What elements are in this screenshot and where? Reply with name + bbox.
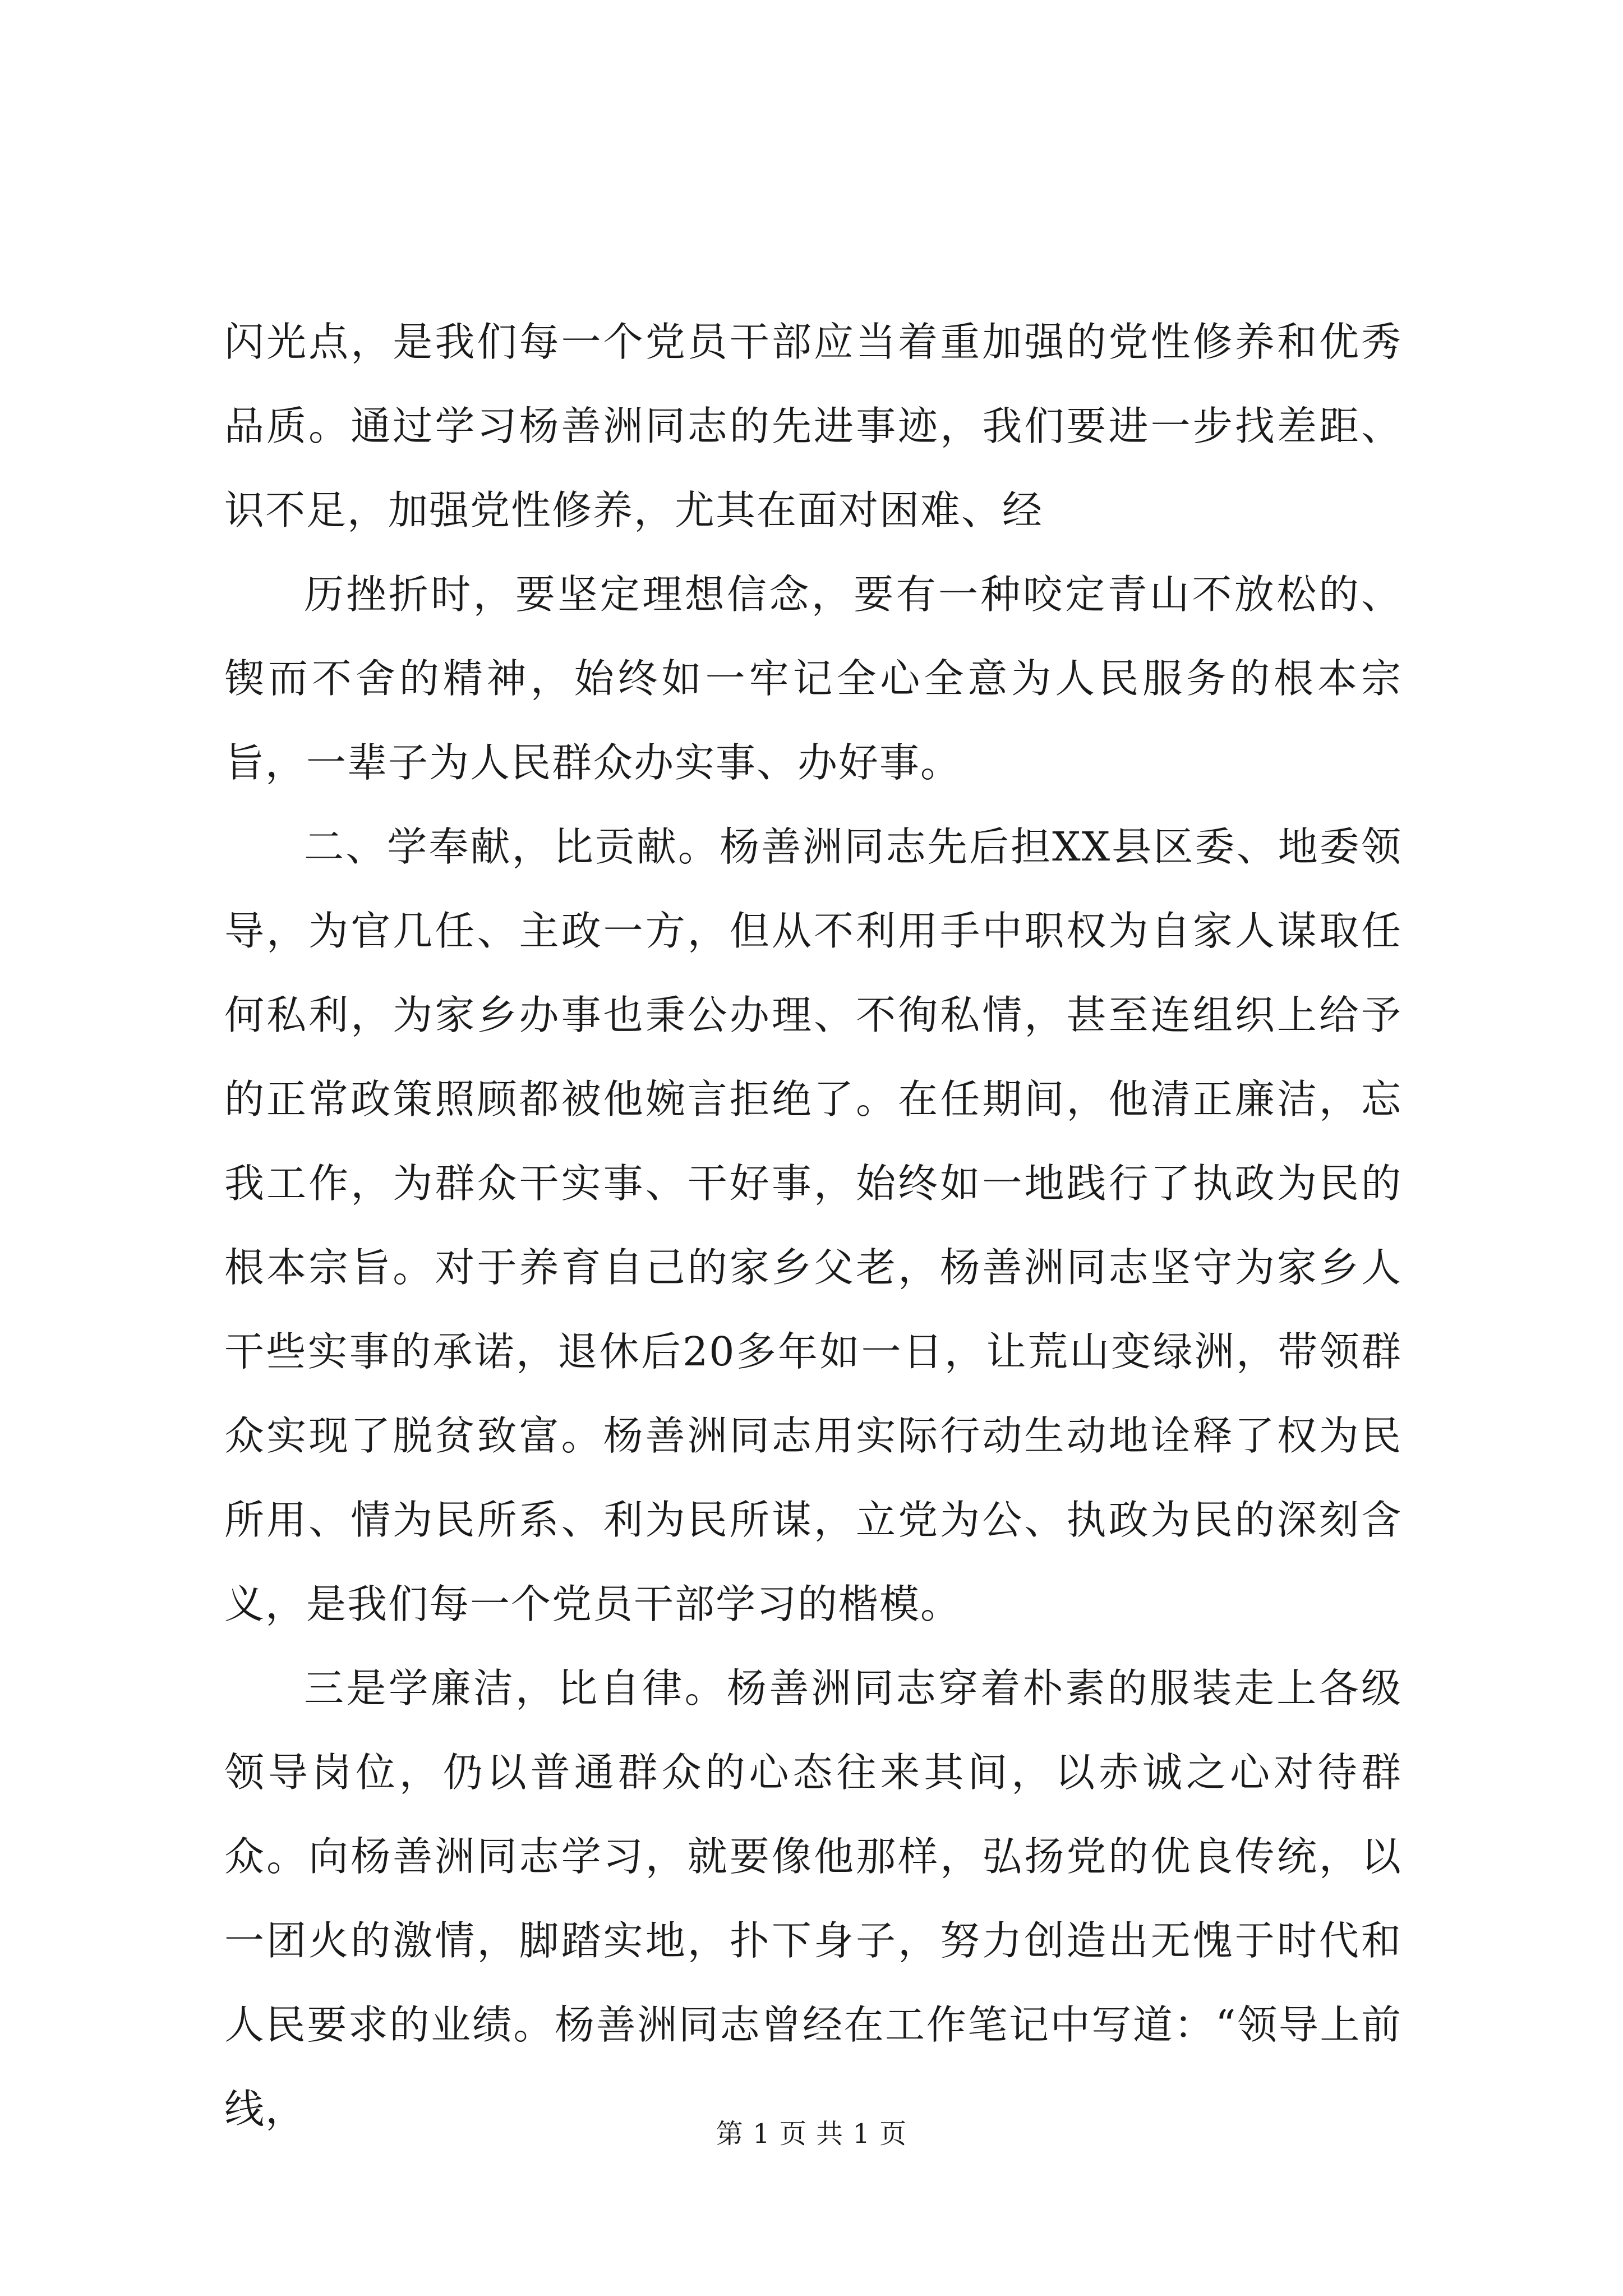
paragraph: 三是学廉洁，比自律。杨善洲同志穿着朴素的服装走上各级领导岗位，仍以普通群众的心态往来其间，以赤诚之心对待群众。向杨善洲同志学习，就要像他那样，弘扬党的优良传统，以一团火的激情，脚踏实地，扑下身子，努力创造出无愧于时代和人民要求的业绩。杨善洲同志曾经在工作笔记中写道：“领导上前线， (224, 1665, 1402, 2132)
document-body (224, 300, 1402, 2151)
paragraph-continued: 闪光点，是我们每一个党员干部应当着重加强的党性修养和优秀品质。通过学习杨善洲同志的先进事迹，我们要进一步找差距、识不足，加强党性修养，尤其在面对困难、经 (224, 319, 1402, 533)
paragraph: 历挫折时，要坚定理想信念，要有一种咬定青山不放松的、锲而不舍的精神，始终如一牢记全心全意为人民服务的根本宗旨，一辈子为人民群众办实事、办好事。 (224, 571, 1402, 786)
paragraph: 二、学奉献，比贡献。杨善洲同志先后担XX县区委、地委领导，为官几任、主政一方，但从不利用手中职权为自家人谋取任何私利，为家乡办事也秉公办理、不徇私情，甚至连组织上给予的正常政策照顾都被他婉言拒绝了。在任期间，他清正廉洁，忘我工作，为群众干实事、干好事，始终如一地践行了执政为民的根本宗旨。对于养育自己的家乡父老，杨善洲同志坚守为家乡人干些实事的承诺，退休后20多年如一日，让荒山变绿洲，带领群众实现了脱贫致富。杨善洲同志用实际行动生动地诠释了权为民所用、情为民所系、利为民所谋，立党为公、执政为民的深刻含义，是我们每一个党员干部学习的楷模。 (224, 823, 1402, 1627)
page-footer: 第 1 页 共 1 页 (716, 2118, 907, 2150)
